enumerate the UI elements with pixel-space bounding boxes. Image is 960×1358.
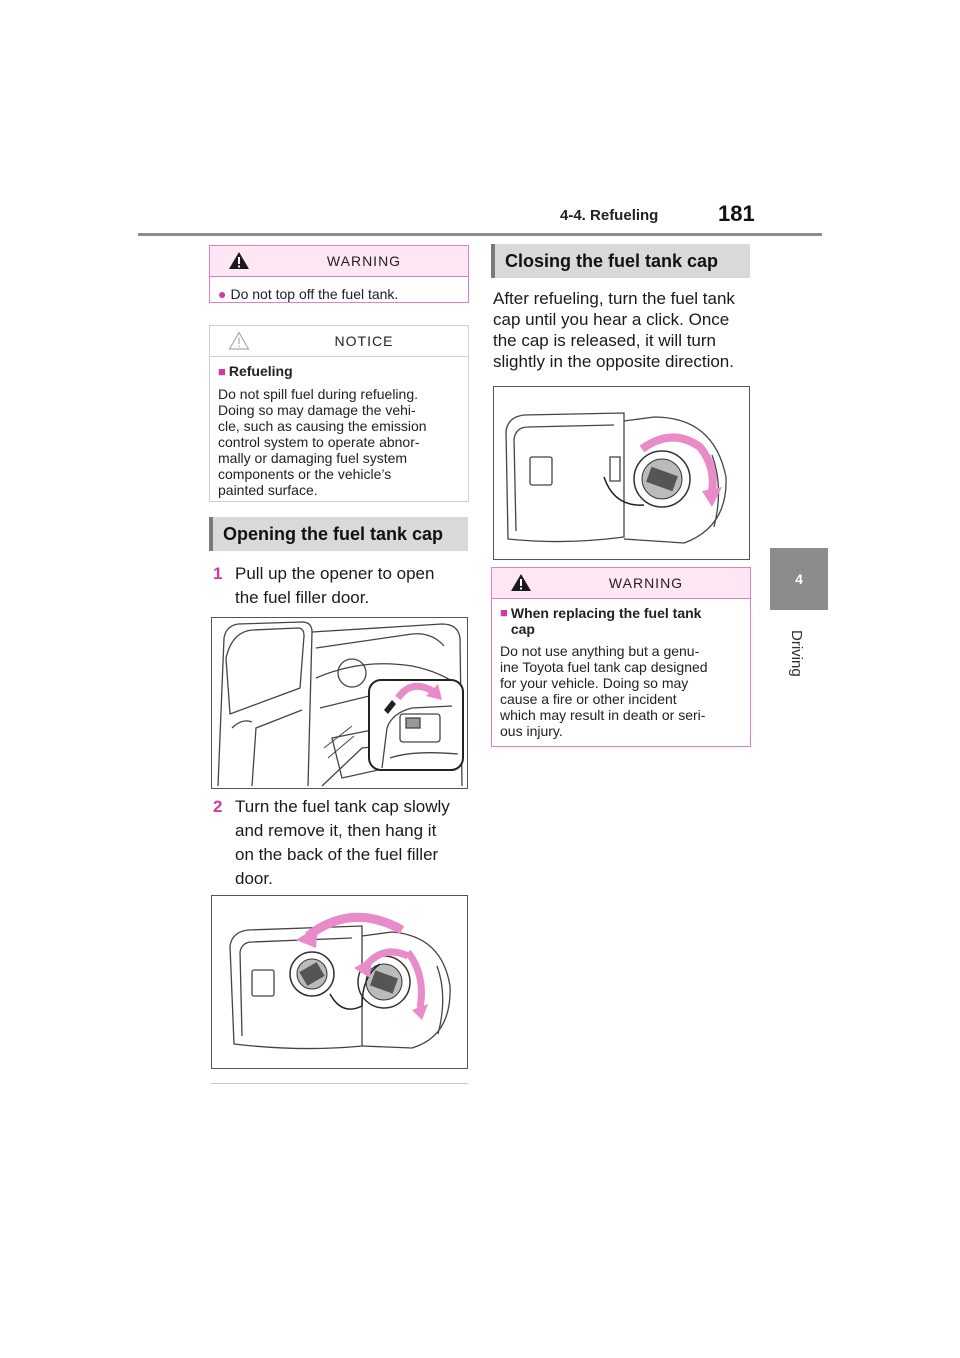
step-1 <box>213 562 468 612</box>
warning-triangle-icon <box>228 251 250 270</box>
step-2-number: 2 <box>213 797 223 816</box>
warning-header <box>210 246 468 277</box>
bullet-icon: ● <box>218 286 227 302</box>
page-number: 181 <box>718 201 755 226</box>
notice-triangle-icon <box>228 331 250 350</box>
warning-header-bottom <box>492 568 750 599</box>
chapter-label-text: Driving <box>788 630 805 677</box>
warning-bullet-text: Do not top off the fuel tank. <box>230 286 399 302</box>
warning-subheading-text: When replacing the fuel tank cap <box>510 605 702 637</box>
notice-body <box>210 357 468 506</box>
opener-illustration <box>211 617 468 789</box>
section-title: 4-4. Refueling <box>560 207 659 224</box>
warning-body-bottom <box>492 599 750 747</box>
warning-heading-bottom: WARNING <box>608 575 684 591</box>
header-rule <box>138 233 822 236</box>
notice-subheading-text: Refueling <box>228 363 293 379</box>
closing-text: After refueling, turn the fuel tank cap until you hear a click. Once the cap is released, it will turn slightly in the opposite direction. <box>493 289 735 371</box>
warning-triangle-icon <box>510 573 532 592</box>
notice-heading: NOTICE <box>334 333 394 349</box>
step-1-text: Pull up the opener to open the fuel filler door. <box>235 564 435 607</box>
notice-text: Do not spill fuel during refueling. Doing so may damage the vehi- cle, such as causing the emission control system to operate abnor- mally or damaging fuel system components or the vehicle’s painted surface. <box>218 386 427 498</box>
warning-box-top <box>209 245 469 303</box>
notice-header <box>210 326 468 357</box>
warning-heading: WARNING <box>326 253 402 269</box>
square-bullet-icon: ■ <box>500 605 508 620</box>
close-cap-illustration <box>493 386 750 560</box>
square-bullet-icon: ■ <box>218 364 226 379</box>
chapter-label <box>766 616 832 696</box>
warning-text-bottom: Do not use anything but a genu- ine Toyota fuel tank cap designed for your vehicle. Doing so may cause a fire or other incident which may result in death or seri- ous injury. <box>500 643 708 739</box>
warning-body <box>210 277 468 310</box>
closing-heading: Closing the fuel tank cap <box>491 244 750 278</box>
notice-subheading <box>218 363 460 380</box>
notice-box <box>209 325 469 502</box>
warning-subheading <box>500 605 742 637</box>
step-1-number: 1 <box>213 564 223 583</box>
opening-heading: Opening the fuel tank cap <box>209 517 468 551</box>
step-2-text: Turn the fuel tank cap slowly and remove it, then hang it on the back of the fuel filler door. <box>235 797 450 888</box>
remove-cap-illustration <box>211 895 468 1069</box>
chapter-tab: 4 <box>770 548 828 610</box>
column-end-rule <box>211 1083 468 1084</box>
step-2 <box>213 795 468 895</box>
warning-box-bottom <box>491 567 751 747</box>
